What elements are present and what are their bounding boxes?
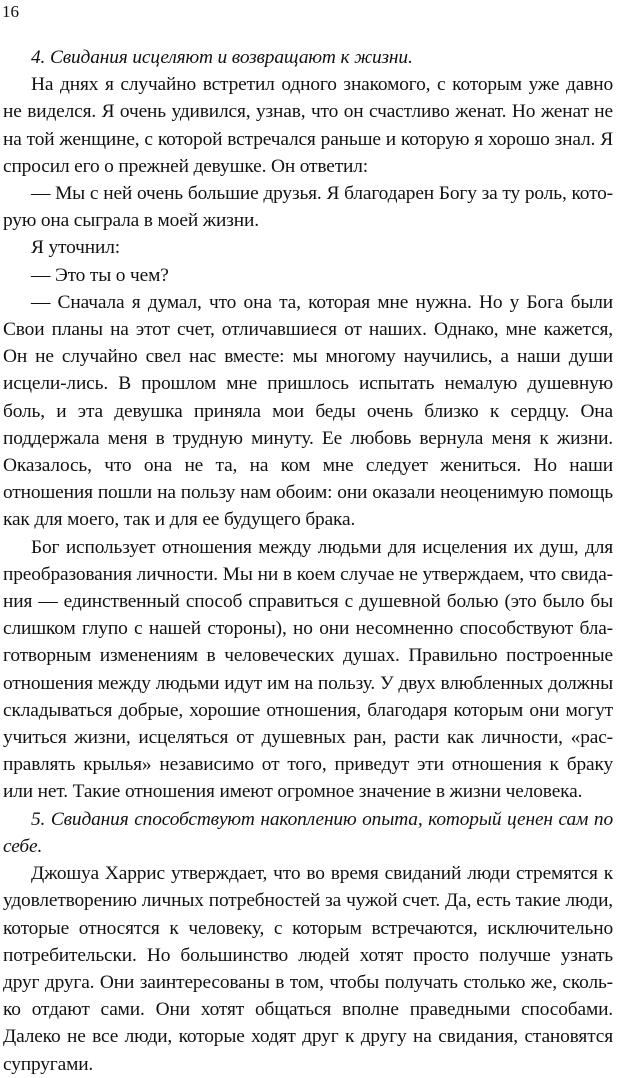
dialogue-line: — Это ты о чем? [31, 264, 169, 286]
section-heading-4: 4. Свидания исцеляют и возвращают к жизни. [31, 47, 413, 68]
section-heading-5: 5. Свидания способствуют накоплению опыта, который ценен сам по себе. [3, 808, 613, 857]
dialogue-line: — Мы с ней очень большие друзья. Я благодарен Богу за ту роль, кото-рую она сыграла в моей жизни. [3, 183, 613, 232]
paragraph: Бог использует отношения между людьми для исцеления их душ, для преобразования личности. Мы ни в коем случае не утверждаем, что свида-ния — единственный способ справиться с душевной болью (это было бы слишком глупо с нашей стороны), но они несомненно способствуют бла-готворным изменениям в человеческих душах. Правильно построенные отношения между людьми идут им на пользу. У двух влюбленных должны складываться добрые, хорошие отношения, благодаря которым они могут учиться жизни, исцеляться от душевных ран, расти как личности, «рас-правлять крылья» независимо от того, приведут эти отношения к браку или нет. Такие отношения имеют огромное значение в жизни человека. [3, 536, 613, 803]
paragraph: На днях я случайно встретил одного знакомого, с которым уже давно не виделся. Я очень удивился, узнав, что он счастливо женат. Но женат не на той женщине, с которой встречался раньше и которую я хорошо знал. Я спросил его о прежней девушке. Он ответил: [3, 74, 613, 177]
page-body [3, 44, 613, 1078]
paragraph: Я уточнил: [31, 237, 120, 259]
paragraph: Джошуа Харрис утверждает, что во время свиданий люди стремятся к удовлетворению личных потребностей за чужой счет. Да, есть такие люди, которые относятся к человеку, с которым встречаются, исключительно потребительски. Но большинство людей хотят просто получше узнать друг друга. Они заинтересованы в том, чтобы получать столько же, сколь-ко отдают сами. Они хотят общаться вполне праведными способами. Далеко не все люди, которые ходят друг к другу на свидания, становятся супругами. [3, 863, 613, 1075]
dialogue-line: — Сначала я думал, что она та, которая мне нужна. Но у Бога были Свои планы на этот счет, отличавшиеся от наших. Однако, мне кажется, Он не случайно свел нас вместе: мы многому научились, а наши души исцели-лись. В прошлом мне пришлось испытать немалую душевную боль, и эта девушка приняла мои беды очень близко к сердцу. Она поддержала меня в трудную минуту. Ее любовь вернула меня к жизни. Оказалось, что она не та, на ком мне следует жениться. Но наши отношения пошли на пользу нам обоим: они оказали неоценимую помощь как для моего, так и для ее будущего брака. [3, 291, 613, 531]
page-number: 16 [2, 2, 19, 21]
